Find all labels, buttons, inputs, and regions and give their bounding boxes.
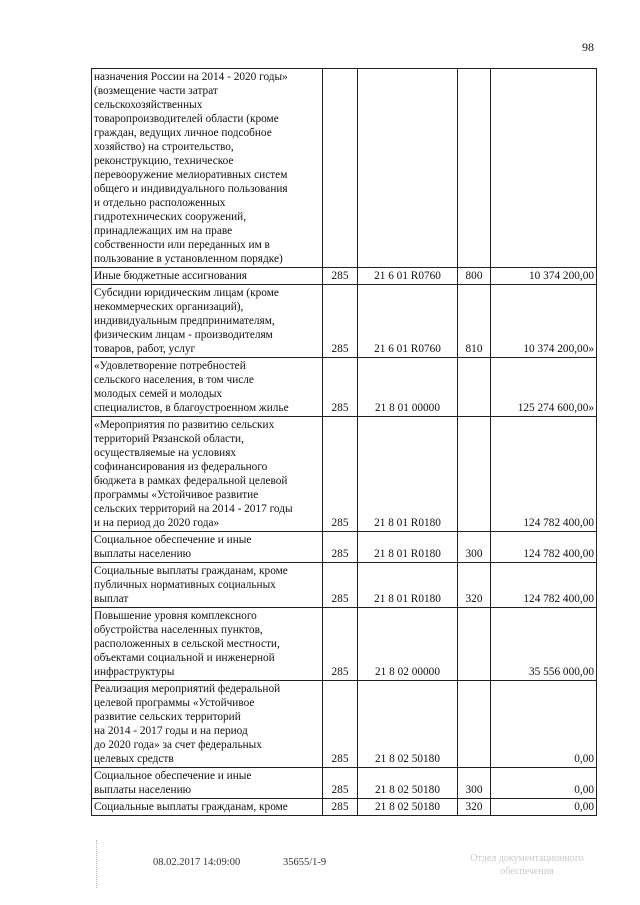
row-admin-code-cell: 285 bbox=[323, 681, 358, 768]
row-name-cell: Реализация мероприятий федеральной целевой программы «Устойчивое развитие сельских территорий на 2014 - 2017 годы и на период до 2020 года» за счет федеральных целевых средств bbox=[92, 681, 323, 768]
row-expense-type-cell: 320 bbox=[458, 799, 491, 816]
table-row bbox=[92, 285, 597, 358]
table-row bbox=[92, 358, 597, 417]
footer-date: 08.02.2017 14:09:00 bbox=[153, 857, 241, 868]
page-number: 98 bbox=[582, 40, 594, 54]
row-amount-cell: 0,00 bbox=[491, 768, 597, 799]
row-admin-code-cell: 285 bbox=[323, 268, 358, 285]
row-target-code-cell: 21 8 02 00000 bbox=[358, 608, 458, 681]
row-name-cell: Повышение уровня комплексного обустройства населенных пунктов, расположенных в сельской местности, объектами социальной и инженерной инфраструктуры bbox=[92, 608, 323, 681]
row-admin-code-cell: 285 bbox=[323, 768, 358, 799]
row-name-cell: Социальные выплаты гражданам, кроме bbox=[92, 799, 323, 816]
row-target-code-cell: 21 6 01 R0760 bbox=[358, 285, 458, 358]
table-row bbox=[92, 681, 597, 768]
table-row bbox=[92, 417, 597, 532]
row-target-code-cell: 21 8 02 50180 bbox=[358, 799, 458, 816]
budget-table bbox=[91, 68, 597, 816]
row-target-code-cell: 21 8 02 50180 bbox=[358, 681, 458, 768]
table-row bbox=[92, 268, 597, 285]
table-row bbox=[92, 532, 597, 563]
scan-edge-mark bbox=[96, 840, 119, 888]
table-row bbox=[92, 768, 597, 799]
row-target-code-cell: 21 8 01 00000 bbox=[358, 358, 458, 417]
row-expense-type-cell: 810 bbox=[458, 285, 491, 358]
row-admin-code-cell: 285 bbox=[323, 532, 358, 563]
row-amount-cell bbox=[491, 69, 597, 268]
row-expense-type-cell: 300 bbox=[458, 768, 491, 799]
row-name-cell: «Удовлетворение потребностей сельского населения, в том числе молодых семей и молодых специалистов, в благоустроенном жилье bbox=[92, 358, 323, 417]
footer-document-code: 35655/1-9 bbox=[283, 857, 327, 868]
row-admin-code-cell: 285 bbox=[323, 417, 358, 532]
table-row bbox=[92, 608, 597, 681]
table-row bbox=[92, 799, 597, 816]
row-expense-type-cell bbox=[458, 69, 491, 268]
row-amount-cell: 10 374 200,00» bbox=[491, 285, 597, 358]
table-row bbox=[92, 563, 597, 608]
row-expense-type-cell bbox=[458, 358, 491, 417]
row-amount-cell: 124 782 400,00 bbox=[491, 532, 597, 563]
row-name-cell: Социальные выплаты гражданам, кроме публичных нормативных социальных выплат bbox=[92, 563, 323, 608]
row-admin-code-cell: 285 bbox=[323, 799, 358, 816]
row-amount-cell: 35 556 000,00 bbox=[491, 608, 597, 681]
row-amount-cell: 125 274 600,00» bbox=[491, 358, 597, 417]
row-target-code-cell: 21 8 01 R0180 bbox=[358, 417, 458, 532]
row-name-cell: Социальное обеспечение и иные выплаты населению bbox=[92, 768, 323, 799]
row-target-code-cell: 21 8 01 R0180 bbox=[358, 563, 458, 608]
row-name-cell: Социальное обеспечение и иные выплаты населению bbox=[92, 532, 323, 563]
row-expense-type-cell bbox=[458, 608, 491, 681]
row-amount-cell: 124 782 400,00 bbox=[491, 417, 597, 532]
row-admin-code-cell: 285 bbox=[323, 608, 358, 681]
row-expense-type-cell: 300 bbox=[458, 532, 491, 563]
row-amount-cell: 124 782 400,00 bbox=[491, 563, 597, 608]
row-target-code-cell: 21 8 01 R0180 bbox=[358, 532, 458, 563]
row-expense-type-cell bbox=[458, 681, 491, 768]
row-amount-cell: 10 374 200,00 bbox=[491, 268, 597, 285]
row-expense-type-cell: 800 bbox=[458, 268, 491, 285]
row-amount-cell: 0,00 bbox=[491, 799, 597, 816]
row-expense-type-cell: 320 bbox=[458, 563, 491, 608]
row-name-cell: назначения России на 2014 - 2020 годы» (возмещение части затрат сельскохозяйственных товаропроизводителей области (кроме граждан, ведущих личное подсобное хозяйство) на строительство, реконструкцию, техническое перевооружение мелиоративных систем общего и индивидуального пользования и отдельно расположенных гидротехнических сооружений, принадлежащих им на праве собственности или переданных им в пользование в установленном порядке) bbox=[92, 69, 323, 268]
row-target-code-cell bbox=[358, 69, 458, 268]
row-admin-code-cell: 285 bbox=[323, 285, 358, 358]
table-row bbox=[92, 69, 597, 268]
row-admin-code-cell: 285 bbox=[323, 358, 358, 417]
row-target-code-cell: 21 8 02 50180 bbox=[358, 768, 458, 799]
row-name-cell: «Мероприятия по развитию сельских территорий Рязанской области, осуществляемые на условиях софинансирования из федерального бюджета в рамках федеральной целевой программы «Устойчивое развитие сельских территорий на 2014 - 2017 годы и на период до 2020 года» bbox=[92, 417, 323, 532]
row-name-cell: Иные бюджетные ассигнования bbox=[92, 268, 323, 285]
row-name-cell: Субсидии юридическим лицам (кроме некоммерческих организаций), индивидуальным предпринимателям, физическим лицам - производителям товаров, работ, услуг bbox=[92, 285, 323, 358]
faded-stamp: Отдел документационного обеспечения bbox=[470, 853, 584, 877]
row-expense-type-cell bbox=[458, 417, 491, 532]
row-amount-cell: 0,00 bbox=[491, 681, 597, 768]
row-admin-code-cell: 285 bbox=[323, 563, 358, 608]
row-target-code-cell: 21 6 01 R0760 bbox=[358, 268, 458, 285]
row-admin-code-cell bbox=[323, 69, 358, 268]
